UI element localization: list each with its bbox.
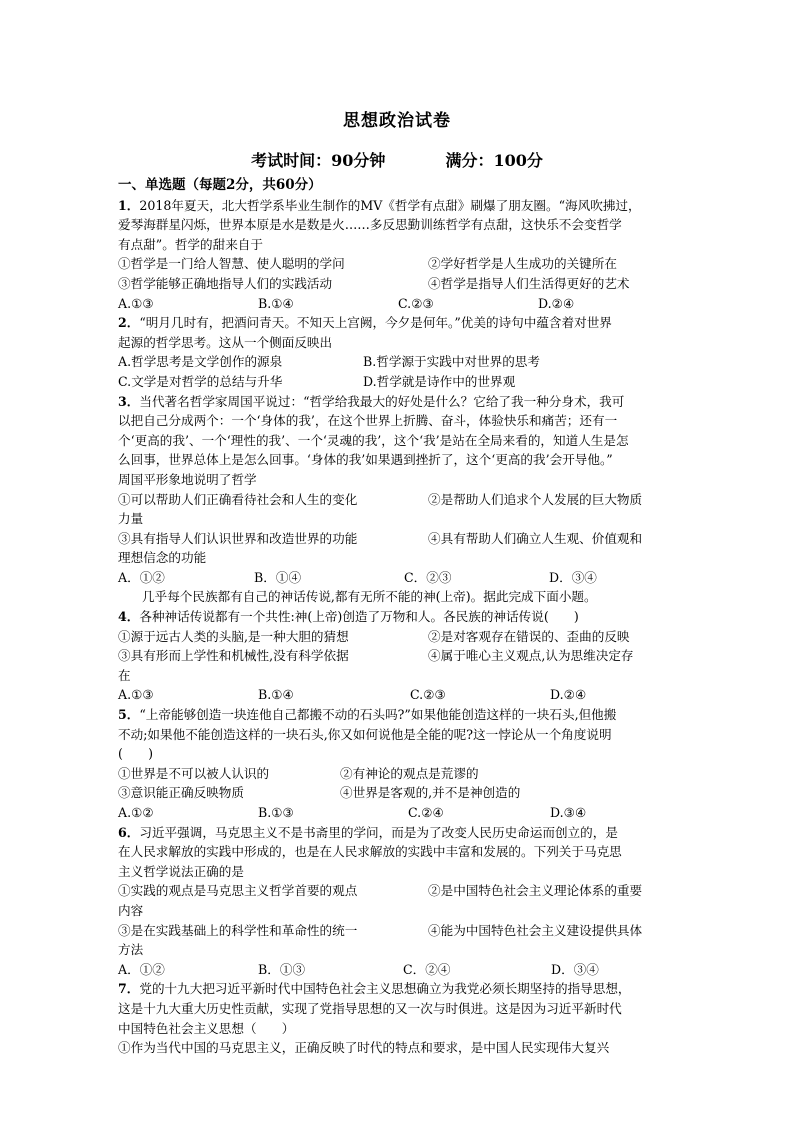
statement-row <box>118 627 680 647</box>
question-text: 起源的哲学思考。这从一个侧面反映出 <box>118 334 333 350</box>
statement-row <box>118 490 680 510</box>
question-text: 周国平形象地说明了哲学 <box>118 471 257 487</box>
question-text: 这是十九大重大历史性贡献，实现了党指导思想的又一次与时俱进。这是因为习近平新时代 <box>118 1000 622 1016</box>
choice-row <box>118 352 680 372</box>
statement: ③哲学能够正确地指导人们的实践活动 <box>118 275 333 291</box>
question-text: 党的十九大把习近平新时代中国特色社会主义思想确立为我党必须长期坚持的指导思想， <box>139 981 631 997</box>
section-heading: 一、单选题（每题2分，共60分） <box>118 177 322 193</box>
question-text: ( ) <box>118 746 154 762</box>
question-number: 3． <box>118 393 140 409</box>
question-text: 2018年夏天，北大哲学系毕业生制作的MV《哲学有点甜》刷爆了朋友圈。“海风吹拂过， <box>139 197 641 213</box>
statement: ②有神论的观点是荒谬的 <box>340 765 479 781</box>
question-text: 主义哲学说法正确的是 <box>118 863 244 879</box>
question-text: 不动;如果他不能创造这样的一块石头,你又如何说他是全能的呢?这一悖论从一个角度说明 <box>118 726 612 742</box>
statement: ③具有形而上学性和机械性,没有科学依据 <box>118 648 349 664</box>
full-score: 满分：100分 <box>445 151 543 170</box>
question-text: 么回事，世界总体上是怎么回事。‘身体的我’如果遇到挫折了，这个‘更高的我’会开导他。” <box>118 452 613 468</box>
choice-c: C．②③ <box>404 569 452 585</box>
choice-c: C.②④ <box>408 805 444 820</box>
statement-row <box>118 254 680 274</box>
statement: ①哲学是一门给人智慧、使人聪明的学问 <box>118 256 345 272</box>
statement: ①世界是不可以被人认识的 <box>118 765 270 781</box>
choice-c: C.文学是对哲学的总结与升华 <box>118 373 283 389</box>
statement: ③是在实践基础上的科学性和革命性的统一 <box>118 922 358 938</box>
choice-a: A.①③ <box>118 687 154 703</box>
statement-row <box>118 274 680 294</box>
statement: ③意识能正确反映物质 <box>118 785 244 801</box>
statement: ④哲学是指导人们生活得更好的艺术 <box>428 275 630 291</box>
statement: ③具有指导人们认识世界和改造世界的功能 <box>118 530 358 546</box>
choice-b: B.①④ <box>258 687 294 703</box>
choice-b: B.①③ <box>258 805 294 820</box>
statement-row <box>118 783 680 803</box>
statement: ②学好哲学是人生成功的关键所在 <box>428 256 617 272</box>
question-number: 5． <box>118 707 140 723</box>
choice-d: D.③④ <box>550 805 587 820</box>
question-text: 当代著名哲学家周国平说过：“哲学给我最大的好处是什么？它给了我一种分身术，我可 <box>139 393 625 409</box>
statement: ④具有帮助人们确立人生观、价值观和 <box>428 530 643 546</box>
question-4-stem <box>118 607 680 627</box>
statement: ④属于唯心主义观点,认为思维决定存 <box>428 648 634 664</box>
choice-row <box>118 960 680 980</box>
question-text: 以把自己分成两个：一个‘身体的我’，在这个世界上折腾、奋斗，体验快乐和痛苦；还有一 <box>118 413 618 429</box>
question-3-stem <box>118 392 680 412</box>
exam-time: 考试时间：90分钟 <box>251 151 386 170</box>
choice-b: B.哲学源于实践中对世界的思考 <box>363 354 540 370</box>
choice-b: B.①④ <box>258 295 294 311</box>
statement: ②是帮助人们追求个人发展的巨大物质 <box>428 491 643 507</box>
question-text: 爱琴海群星闪烁，世界本原是水是数是火……多反思勤训练哲学有点甜，这快乐不会变哲学 <box>118 217 622 233</box>
choice-d: D.②④ <box>550 687 587 703</box>
choice-b: B．①③ <box>258 961 306 977</box>
statement-row <box>118 529 680 549</box>
statement: ④世界是客观的,并不是神创造的 <box>340 785 521 801</box>
choice-a: A.①② <box>118 805 154 820</box>
question-text: “明月几时有，把酒问青天。不知天上宫阙，今夕是何年。”优美的诗句中蕴含着对世界 <box>139 315 612 331</box>
question-number: 4． <box>118 609 140 625</box>
statement-row <box>118 764 680 784</box>
choice-a: A．①② <box>118 961 165 977</box>
statement: ②是中国特色社会主义理论体系的重要 <box>428 883 643 899</box>
question-text: 各种神话传说都有一个共性:神(上帝)创造了万物和人。各民族的神话传说( ) <box>139 609 579 625</box>
page-title: 思想政治试卷 <box>343 111 451 131</box>
choice-d: D.②④ <box>538 295 575 311</box>
question-number: 6． <box>118 824 140 840</box>
statement-row <box>118 881 680 901</box>
question-text: “上帝能够创造一块连他自己都搬不动的石头吗?”如果他能创造这样的一块石头,但他搬 <box>139 707 617 723</box>
statement-continued: 内容 <box>118 902 144 918</box>
group-intro: 几乎每个民族都有自己的神话传说,都有无所不能的神(上帝)。据此完成下面小题。 <box>142 589 597 605</box>
choice-row <box>118 372 680 392</box>
statement: ①源于远古人类的头脑,是一种大胆的猜想 <box>118 628 349 644</box>
question-number: 1． <box>118 197 140 213</box>
choice-b: B．①④ <box>254 569 302 585</box>
question-text: 在人民求解放的实践中形成的，也是在人民求解放的实践中丰富和发展的。下列关于马克思 <box>118 844 622 860</box>
choice-c: C.②③ <box>410 687 446 703</box>
statement-continued: 理想信念的功能 <box>118 550 207 566</box>
exam-meta <box>0 148 794 171</box>
statement: ①作为当代中国的马克思主义，正确反映了时代的特点和要求，是中国人民实现伟大复兴 <box>118 1040 610 1056</box>
question-7-stem <box>118 979 680 999</box>
statement-row <box>118 646 680 666</box>
question-6-stem <box>118 823 680 843</box>
choice-row <box>118 568 680 588</box>
question-text: 有点甜”。哲学的甜来自于 <box>118 236 263 252</box>
question-5-stem <box>118 705 680 725</box>
question-text: 个‘更高的我’、一个‘理性的我’、一个‘灵魂的我’，这个‘我’是站在全局来看的，知道人生是怎 <box>118 432 629 448</box>
choice-d: D．③④ <box>551 961 599 977</box>
choice-a: A．①② <box>118 569 165 585</box>
question-text: 习近平强调，马克思主义不是书斋里的学问，而是为了改变人民历史命运而创立的，是 <box>139 824 618 840</box>
choice-a: A.哲学思考是文学创作的源泉 <box>118 354 283 370</box>
choice-d: D．③④ <box>549 569 597 585</box>
question-text: 中国特色社会主义思想（ ） <box>118 1020 295 1036</box>
choice-d: D.哲学就是诗作中的世界观 <box>363 373 516 389</box>
choice-a: A.①③ <box>118 295 154 311</box>
question-1-stem <box>118 196 680 216</box>
statement-continued: 方法 <box>118 942 144 958</box>
statement: ①实践的观点是马克思主义哲学首要的观点 <box>118 883 358 899</box>
statement: ②是对客观存在错误的、歪曲的反映 <box>428 628 630 644</box>
choice-row <box>118 294 680 314</box>
statement-continued: 力量 <box>118 511 144 527</box>
question-2-stem <box>118 313 680 333</box>
statement: ①可以帮助人们正确看待社会和人生的变化 <box>118 491 358 507</box>
statement: ④能为中国特色社会主义建设提供具体 <box>428 922 643 938</box>
choice-c: C.②③ <box>398 295 434 311</box>
statement-row <box>118 921 680 941</box>
question-number: 7． <box>118 981 140 997</box>
choice-row <box>118 803 680 823</box>
question-number: 2． <box>118 315 140 331</box>
choice-c: C．②④ <box>403 961 451 977</box>
statement-continued: 在 <box>118 667 131 683</box>
choice-row <box>118 685 680 705</box>
question-list <box>118 176 680 1058</box>
